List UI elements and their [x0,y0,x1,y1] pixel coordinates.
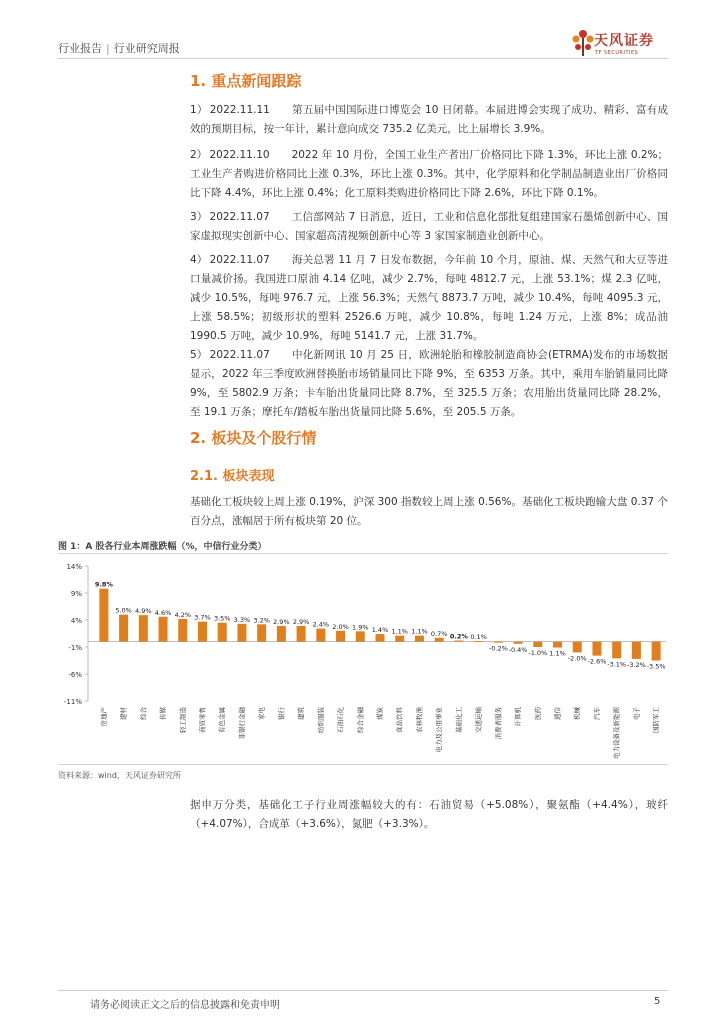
bar-data-label: -3.5% [646,662,666,671]
y-tick-label: 4% [70,617,82,625]
category-label: 医药 [533,707,542,720]
section-2-title: 2. 板块及个股行情 [190,429,317,447]
chart-bar [198,622,207,642]
news-item-1 [190,101,668,139]
chart-bar [573,642,582,653]
report-type: 行业报告 [58,42,102,55]
category-label: 煤炭 [376,707,384,720]
chart-bar [277,626,286,642]
bar-data-label: 0.1% [470,633,487,642]
bar-data-label: -0.2% [488,644,508,653]
figure-bottom-rule [58,764,668,765]
category-label: 电力设备及新能源 [612,707,621,759]
chart-bar [257,624,266,641]
news-item-date: 2022.11.07 [209,349,270,361]
bar-data-label: 0.2% [449,632,468,641]
news-item-text: 工信部网站 7 日消息，近日，工业和信息化部批复组建国家石墨烯创新中心、国家虚拟现实创新中心、国家超高清视频创新中心等 3 家国家制造业创新中心。 [190,211,668,242]
bar-data-label: 5.0% [115,606,132,615]
report-header [58,40,180,56]
category-label: 纺织服装 [316,707,325,733]
report-name: 行业研究周报 [113,42,180,55]
bar-data-label: 4.2% [174,610,192,619]
figure-top-rule [58,553,668,554]
bar-data-label: 1.1% [391,627,408,636]
page-number: 5 [654,996,661,1007]
chart-bar [494,642,503,643]
bar-data-label: 2.9% [292,617,310,626]
category-label: 建筑 [297,707,306,720]
news-item-3 [190,208,668,246]
bar-data-label: 3.3% [233,615,251,624]
bar-data-label: -3.2% [626,660,646,669]
chart-bar [99,589,108,642]
chart-bar [632,642,641,659]
chart-bar [336,631,345,642]
chart-bar [553,642,562,648]
category-label: 银行 [277,707,286,720]
chart-bar [218,623,227,642]
category-label: 食品饮料 [395,707,404,733]
category-label: 综合金融 [356,707,365,733]
section-2-1-title: 2.1. 板块表现 [190,469,275,484]
category-label: 交通运输 [474,707,483,733]
chart-bar [415,636,424,642]
y-tick-label: 9% [70,590,82,598]
bar-data-label: 2.9% [273,617,290,626]
news-item-text: 第五届中国国际进口博览会 10 日闭幕。本届进博会实现了成功、精彩、富有成效的预期目标，按一年计，累计意向成交 735.2 亿美元，比上届增长 3.9%。 [190,104,668,135]
chart-bar [237,624,246,642]
news-item-date: 2022.11.10 [209,149,270,161]
news-item-text: 2022 年 10 月份，全国工业生产者出厂价格同比下降 1.3%，环比上涨 0.2%；工业生产者购进价格同比上涨 0.3%，环比上涨 0.3%。其中，化学原料和化学制品制造业出厂价格同比下降 4.4%，环比上涨 0.4%；化工原料类购进价格同比下降 2.6%，环比下降 0.1%。 [190,149,668,199]
category-label: 石油石化 [336,707,345,733]
news-item-number: 2） [190,149,208,161]
chart-bar [376,634,385,642]
company-logo [572,28,682,60]
chart-bar [435,638,444,642]
news-item-5 [190,346,668,422]
category-label: 国防军工 [652,707,661,733]
bar-data-label: 4.6% [154,608,172,617]
chart-bar [139,615,148,641]
chart-bar [514,642,523,644]
category-label: 综合 [139,707,148,720]
sector-performance-paragraph: 基础化工板块较上周上涨 0.19%，沪深 300 指数较上周上涨 0.56%。基础化工板块跑输大盘 0.37 个百分点，涨幅居于所有板块第 20 位。 [190,496,668,527]
bar-data-label: 2.0% [332,622,349,631]
chart-bar [356,631,365,641]
bar-data-label: -0.4% [508,645,528,654]
news-item-4 [190,251,668,346]
bar-data-label: 0.7% [430,629,448,638]
bar-data-label: 2.4% [312,620,330,629]
chart-bar [652,642,661,661]
bar-data-label: 3.5% [213,614,231,623]
footer-disclaimer: 请务必阅读正文之后的信息披露和免责申明 [90,1000,280,1011]
category-label: 轻工制造 [178,707,187,733]
bar-data-label: 1.1% [411,627,428,636]
bar-data-label: 1.9% [352,623,369,632]
category-label: 计算机 [514,707,523,727]
category-label: 农林牧渔 [415,707,424,733]
y-tick-label: -11% [63,698,82,706]
section-1-title: 1. 重点新闻跟踪 [190,72,302,90]
bar-data-label: -2.0% [567,654,587,663]
bar-data-label: 1.4% [371,626,389,635]
chart-bar [474,641,483,642]
category-label: 有色金属 [218,707,227,733]
chart-bar [612,642,621,659]
bar-data-label: 9.8% [94,580,113,589]
subsector-paragraph: 据申万分类，基础化工子行业周涨幅较大的有：石油贸易（+5.08%），聚氨酯（+4.4%），玻纤（+4.07%），合成革（+3.6%），氮肥（+3.3%）。 [190,799,668,830]
category-label: 非银行金融 [237,707,246,740]
header-divider [58,58,668,59]
news-item-date: 2022.11.11 [209,104,270,116]
category-label: 消费者服务 [494,707,503,740]
category-label: 电子 [632,707,641,720]
header-separator: | [106,42,110,55]
category-label: 汽车 [592,707,601,720]
chart-bar [178,619,187,642]
bar-data-label: 4.9% [135,607,152,616]
category-label: 电力及公用事业 [435,707,444,753]
news-item-number: 3） [190,211,208,223]
y-tick-label: -6% [68,671,82,679]
logo-en-text: TF SECURITIES [595,50,639,56]
category-label: 基础化工 [454,707,463,733]
chart-bar [297,626,306,642]
figure-source: 资料来源：wind，天风证券研究所 [58,771,181,780]
chart-bar [395,636,404,642]
news-item-2 [190,146,668,203]
chart-bar [119,615,128,642]
chart-bar [316,629,325,642]
chart-bar [592,642,601,656]
news-item-text: 海关总署 11 月 7 日发布数据，今年前 10 个月，原油、煤、天然气和大豆等进口量减价扬。我国进口原油 4.14 亿吨，减少 2.7%，每吨 4812.7 元，上涨 53.1%；煤 2.3 亿吨，减少 10.5%，每吨 976.7 元，上涨 56.3%；天然气 8873.7 万吨，减少 10.4%，每吨 4095.3 元，上涨 58.5%；初级形状的塑料 2526.6 万吨，减少 10.8%，每吨 1.24 万元，上涨 8%；成品油 1990.5 万吨，减少 10.9%，每吨 5141.7 元，上涨 31.7%。 [190,254,668,342]
bar-data-label: 3.7% [194,613,211,622]
news-item-number: 1） [190,104,208,116]
news-item-text: 中化新网讯 10 月 25 日，欧洲轮胎和橡胶制造商协会(ETRMA)发布的市场数据显示，2022 年三季度欧洲替换胎市场销量同比下降 9%，至 6353 万条。其中，乘用车胎销量同比降 9%，至 5802.9 万条；卡车胎出货量同比降 8.7%，至 325.5 万条；农用胎出货量同比降 28.2%，至 19.1 万条；摩托车/踏板车胎出货量同比降 5.6%，至 205.5 万条。 [190,349,668,418]
figure-title: 图 1：A 股各行业本周涨跌幅（%，中信行业分类） [58,542,267,552]
category-label: 建材 [119,707,128,720]
category-label: 传媒 [159,707,168,720]
category-label: 机械 [573,707,582,720]
chart-bar [454,641,463,642]
bar-data-label: -2.6% [587,657,607,666]
news-item-number: 5） [190,349,208,361]
bar-data-label: -1.0% [528,649,548,657]
bar-data-label: -3.1% [607,660,627,669]
bar-data-label: 1.1% [549,649,566,658]
category-label: 商贸零售 [198,707,207,733]
news-item-date: 2022.11.07 [209,254,270,266]
chart-bar [533,642,542,647]
category-label: 房地产 [99,707,108,727]
news-item-number: 4） [190,254,208,266]
chart-bar [159,617,168,642]
y-tick-label: 14% [66,563,82,571]
bar-data-label: 3.2% [253,616,270,625]
industry-return-chart [58,556,678,761]
logo-cn-text: 天风证券 [594,33,654,49]
flower-logo-icon [572,28,594,58]
category-label: 通信 [553,707,562,720]
category-label: 家电 [257,707,266,720]
y-tick-label: -1% [68,644,82,652]
news-item-date: 2022.11.07 [209,211,270,223]
footer-divider [58,990,668,991]
